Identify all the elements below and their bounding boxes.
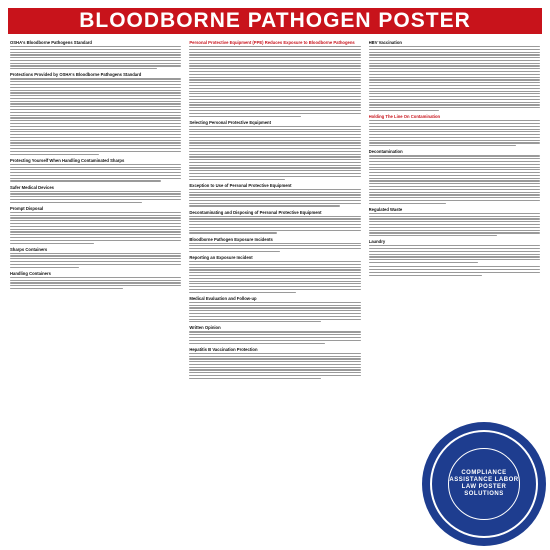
text-line [10, 109, 181, 110]
text-line [369, 183, 540, 184]
text-line [189, 192, 360, 193]
text-line [189, 205, 340, 206]
text-line [189, 107, 360, 108]
text-line [189, 283, 360, 284]
text-line [189, 46, 360, 47]
text-line [369, 107, 540, 108]
section [10, 72, 181, 154]
text-line [189, 269, 360, 270]
text-line [10, 196, 181, 197]
section [369, 266, 540, 276]
section [189, 40, 360, 117]
text-line [10, 231, 181, 232]
text-line [10, 169, 181, 170]
compliance-seal-icon [422, 422, 546, 546]
text-line [189, 99, 360, 100]
section [10, 185, 181, 203]
text-line [189, 224, 360, 225]
text-line [189, 148, 360, 149]
text-line [369, 197, 540, 198]
text-line [189, 334, 360, 335]
text-line [10, 120, 181, 121]
text-line [189, 319, 360, 320]
text-line [189, 65, 360, 66]
text-line [189, 289, 360, 290]
section [10, 158, 181, 182]
text-line [369, 142, 540, 143]
text-line [10, 115, 181, 116]
text-line [189, 216, 360, 217]
text-line [369, 235, 497, 236]
text-line [10, 199, 181, 200]
text-line [369, 52, 540, 53]
text-line [10, 234, 181, 235]
text-line [369, 178, 540, 179]
text-line [189, 378, 321, 379]
text-line [10, 172, 181, 173]
text-line [10, 78, 181, 79]
section-heading: Protecting Yourself When Handling Contaminated Sharps [10, 157, 125, 163]
text-line [189, 145, 360, 146]
text-line [369, 192, 540, 193]
text-line [189, 131, 360, 132]
section-heading: Hepatitis B Vaccination Protection [189, 346, 258, 352]
text-line [189, 369, 360, 370]
text-line [369, 245, 540, 246]
text-line [189, 343, 324, 344]
text-line [10, 240, 181, 241]
text-line [369, 155, 540, 156]
text-line [369, 200, 540, 201]
text-line [189, 261, 360, 262]
text-line [369, 77, 540, 78]
text-line [369, 137, 540, 138]
seal-text: COMPLIANCE ASSISTANCE LABOR LAW POSTER SOLUTIONS [449, 470, 519, 497]
text-line [10, 123, 181, 124]
text-line [10, 98, 181, 99]
text-line [10, 175, 181, 176]
text-line [189, 232, 276, 233]
text-line [10, 215, 181, 216]
text-line [369, 194, 540, 195]
section-heading: Holding The Line On Contamination [368, 114, 441, 120]
text-line [189, 307, 360, 308]
section [10, 206, 181, 244]
text-line [10, 229, 181, 230]
text-line [10, 140, 181, 141]
text-line [369, 269, 540, 270]
text-line [10, 202, 142, 203]
text-line [10, 112, 181, 113]
text-line [189, 60, 360, 61]
text-line [10, 154, 99, 155]
text-line [189, 68, 360, 69]
text-line [189, 356, 360, 357]
text-line [189, 102, 360, 103]
text-line [189, 71, 360, 72]
text-line [189, 364, 360, 365]
text-line [10, 57, 181, 58]
text-line [369, 189, 540, 190]
section-heading: Laundry [368, 239, 386, 245]
text-line [189, 194, 360, 195]
text-line [10, 142, 181, 143]
section-heading: Sharps Containers [10, 246, 48, 252]
text-line [189, 267, 360, 268]
text-line [189, 116, 300, 117]
text-line [10, 180, 161, 181]
text-line [10, 193, 181, 194]
text-line [10, 46, 181, 47]
text-line [369, 82, 540, 83]
text-line [369, 186, 540, 187]
text-line [369, 131, 540, 132]
text-line [189, 337, 360, 338]
text-line [369, 248, 540, 249]
text-line [10, 92, 181, 93]
text-line [189, 367, 360, 368]
text-line [189, 200, 360, 201]
text-line [189, 221, 360, 222]
text-line [369, 63, 540, 64]
text-line [189, 218, 360, 219]
text-line [10, 212, 181, 213]
text-line [189, 49, 360, 50]
section [189, 325, 360, 343]
text-line [369, 213, 540, 214]
text-line [369, 110, 439, 111]
text-line [10, 101, 181, 102]
text-line [369, 164, 540, 165]
section-heading: Selecting Personal Protective Equipment [189, 119, 272, 125]
text-line [10, 131, 181, 132]
text-line [189, 310, 360, 311]
text-line [10, 126, 181, 127]
text-line [189, 272, 360, 273]
text-line [369, 221, 540, 222]
text-line [10, 282, 181, 283]
text-line [189, 91, 360, 92]
text-line [10, 285, 181, 286]
text-line [189, 251, 280, 252]
text-line [189, 137, 360, 138]
text-line [369, 49, 540, 50]
text-line [189, 173, 360, 174]
text-line [369, 57, 540, 58]
text-line [369, 180, 540, 181]
text-line [189, 74, 360, 75]
text-line [189, 142, 360, 143]
text-line [369, 224, 540, 225]
text-line [189, 302, 360, 303]
text-line [369, 227, 540, 228]
text-line [369, 93, 540, 94]
text-line [189, 82, 360, 83]
section [189, 120, 360, 180]
text-line [10, 277, 181, 278]
text-line [369, 71, 540, 72]
text-line [369, 123, 540, 124]
text-line [10, 90, 181, 91]
text-line [189, 227, 360, 228]
text-line [189, 96, 360, 97]
text-line [10, 65, 181, 66]
text-line [369, 104, 540, 105]
section-heading: Bloodborne Pathogen Exposure Incidents [189, 236, 273, 242]
text-line [369, 91, 540, 92]
seal-outer-ring [430, 430, 538, 538]
text-line [369, 120, 540, 121]
section [189, 255, 360, 293]
text-line [10, 134, 181, 135]
text-line [10, 151, 181, 152]
text-line [189, 79, 360, 80]
text-line [369, 266, 540, 267]
text-line [189, 54, 360, 55]
section-heading: Personal Protective Equipment (PPE) Reduces Exposure to Bloodborne Pathogens [189, 40, 355, 45]
text-line [10, 167, 181, 168]
text-line [369, 275, 482, 276]
text-line [189, 104, 360, 105]
text-line [10, 217, 181, 218]
section [189, 296, 360, 323]
text-line [189, 189, 360, 190]
text-line [189, 243, 360, 244]
text-line [369, 167, 540, 168]
text-line [189, 292, 295, 293]
text-line [369, 161, 540, 162]
text-line [369, 254, 540, 255]
text-line [369, 232, 540, 233]
text-line [369, 172, 540, 173]
text-line [369, 129, 540, 130]
text-line [10, 117, 181, 118]
text-line [189, 275, 360, 276]
text-line [10, 129, 181, 130]
text-line [10, 52, 181, 53]
text-line [369, 102, 540, 103]
text-line [189, 159, 360, 160]
text-line [189, 245, 360, 246]
section-heading: Safer Medical Devices [10, 184, 54, 190]
column-middle [189, 40, 360, 540]
section-heading: OSHA's Bloodborne Pathogens Standard [10, 40, 92, 45]
text-line [369, 85, 540, 86]
text-line [189, 321, 321, 322]
text-line [369, 126, 540, 127]
column-left [10, 40, 181, 540]
text-line [189, 305, 360, 306]
text-line [10, 220, 181, 221]
text-line [369, 46, 540, 47]
text-line [189, 286, 360, 287]
text-line [189, 93, 360, 94]
text-line [189, 140, 360, 141]
text-line [189, 77, 360, 78]
text-line [10, 148, 181, 149]
text-line [10, 223, 181, 224]
text-line [369, 230, 540, 231]
text-line [10, 95, 181, 96]
text-line [189, 162, 360, 163]
text-line [189, 313, 360, 314]
text-line [369, 96, 540, 97]
section-heading: Reporting an Exposure Incident [189, 255, 253, 261]
text-line [369, 134, 540, 135]
text-line [369, 54, 540, 55]
text-line [10, 288, 123, 289]
text-line [189, 134, 360, 135]
text-line [189, 372, 360, 373]
text-line [369, 218, 540, 219]
text-line [10, 258, 181, 259]
text-line [369, 65, 540, 66]
text-line [10, 267, 79, 268]
text-line [10, 145, 181, 146]
section [10, 271, 181, 289]
text-line [10, 63, 181, 64]
text-line [10, 106, 181, 107]
section-heading: Decontaminating and Disposing of Personal Protective Equipment [189, 209, 322, 215]
text-line [369, 145, 516, 146]
section-heading: Regulated Waste [368, 206, 403, 212]
text-line [189, 203, 360, 204]
text-line [189, 167, 360, 168]
text-line [189, 165, 360, 166]
text-line [189, 353, 360, 354]
text-line [189, 197, 360, 198]
text-line [369, 140, 540, 141]
poster-title-banner: BLOODBORNE PATHOGEN POSTER [8, 8, 542, 34]
text-line [10, 253, 181, 254]
text-line [189, 358, 360, 359]
text-line [10, 178, 181, 179]
text-line [10, 264, 181, 265]
text-line [10, 191, 181, 192]
text-line [369, 88, 540, 89]
text-line [189, 110, 360, 111]
section-heading: Handling Containers [10, 270, 51, 276]
text-line [10, 226, 181, 227]
text-line [369, 262, 479, 263]
text-line [10, 255, 181, 256]
text-line [189, 248, 360, 249]
text-line [10, 68, 157, 69]
seal-inner-ring [448, 448, 520, 520]
section [369, 114, 540, 146]
text-line [369, 251, 540, 252]
text-line [189, 331, 360, 332]
text-line [10, 54, 181, 55]
text-line [10, 84, 181, 85]
text-line [10, 103, 181, 104]
text-line [10, 137, 181, 138]
text-line [10, 280, 181, 281]
section [369, 40, 540, 111]
text-line [189, 361, 360, 362]
section [189, 183, 360, 207]
text-line [369, 158, 540, 159]
section-heading: Decontamination [368, 149, 403, 155]
section [10, 40, 181, 69]
text-line [189, 63, 360, 64]
text-line [369, 259, 540, 260]
text-line [10, 60, 181, 61]
text-line [189, 154, 360, 155]
text-line [369, 60, 540, 61]
section [189, 210, 360, 234]
text-line [189, 316, 360, 317]
text-line [189, 281, 360, 282]
text-line [189, 52, 360, 53]
text-line [369, 169, 540, 170]
text-line [189, 85, 360, 86]
text-line [189, 57, 360, 58]
section-heading: Exception to Use of Personal Protective Equipment [189, 182, 292, 188]
text-line [189, 170, 360, 171]
text-line [10, 237, 181, 238]
text-line [369, 216, 540, 217]
section [369, 239, 540, 263]
section-heading: HBV Vaccination [368, 40, 402, 45]
section [189, 347, 360, 379]
text-line [10, 243, 94, 244]
text-line [369, 68, 540, 69]
text-line [189, 278, 360, 279]
text-line [369, 256, 540, 257]
section-heading: Protections Provided by OSHA's Bloodborne Pathogens Standard [10, 72, 142, 78]
text-line [10, 87, 181, 88]
text-line [189, 156, 360, 157]
section [369, 149, 540, 203]
section [369, 207, 540, 236]
text-line [189, 151, 360, 152]
text-line [189, 264, 360, 265]
section-heading: Medical Evaluation and Follow-up [189, 295, 257, 301]
section [189, 237, 360, 253]
text-line [369, 175, 540, 176]
text-line [189, 230, 360, 231]
text-line [369, 272, 540, 273]
section-heading: Prompt Disposal [10, 205, 44, 211]
text-line [189, 375, 360, 376]
text-line [189, 176, 360, 177]
text-line [369, 99, 540, 100]
text-line [189, 88, 360, 89]
text-line [369, 79, 540, 80]
text-line [10, 261, 181, 262]
section [10, 247, 181, 268]
text-line [189, 179, 285, 180]
text-line [369, 203, 446, 204]
text-line [189, 129, 360, 130]
section-heading: Written Opinion [189, 325, 221, 331]
text-line [189, 113, 360, 114]
text-line [189, 340, 360, 341]
text-line [369, 74, 540, 75]
text-line [10, 49, 181, 50]
text-line [10, 164, 181, 165]
text-line [10, 81, 181, 82]
text-line [189, 126, 360, 127]
